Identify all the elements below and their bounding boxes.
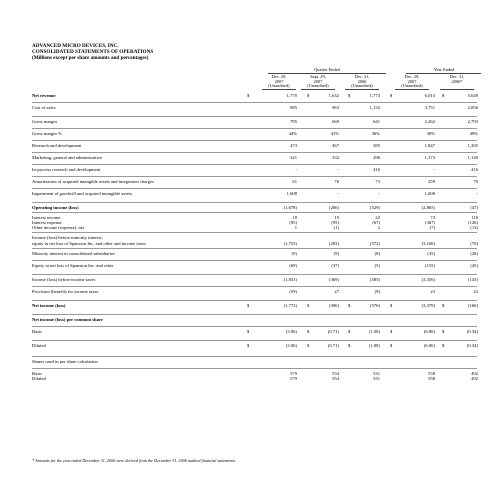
row-separator bbox=[32, 232, 477, 233]
value-cell: 23 bbox=[473, 288, 478, 294]
value-cell: (576) bbox=[370, 302, 380, 308]
value-cell: 554 bbox=[332, 375, 339, 381]
row-label: Gross margin bbox=[32, 119, 57, 124]
value-cell: (143) bbox=[468, 276, 478, 282]
value-cell: 531 bbox=[373, 375, 380, 381]
column-header-3-line-2: 2006 bbox=[357, 78, 367, 84]
statement-header bbox=[32, 43, 153, 62]
row-label: Interest income bbox=[32, 215, 61, 220]
value-cell: 259 bbox=[428, 179, 435, 184]
table-row bbox=[32, 143, 477, 155]
currency-symbol: $ bbox=[348, 328, 351, 334]
column-header-underline bbox=[345, 89, 379, 90]
row-separator bbox=[32, 188, 477, 189]
value-cell: 19 bbox=[334, 215, 339, 220]
value-cell: (0.34) bbox=[466, 342, 478, 348]
value-cell: (28) bbox=[470, 250, 478, 256]
table-row bbox=[32, 155, 477, 167]
value-cell: (95) bbox=[289, 220, 297, 226]
currency-symbol: $ bbox=[348, 302, 351, 308]
table-row bbox=[32, 303, 477, 317]
value-cell: 1,140 bbox=[467, 155, 478, 160]
value-cell: 332 bbox=[332, 155, 339, 160]
value-cell: 416 bbox=[373, 167, 380, 172]
currency-symbol: $ bbox=[390, 328, 393, 334]
row-label: Net income (loss) bbox=[32, 302, 66, 308]
value-cell: 1,847 bbox=[424, 143, 435, 148]
value-cell: (3,356) bbox=[421, 276, 435, 282]
value-cell: (0.34) bbox=[466, 328, 478, 334]
value-cell: 2,856 bbox=[467, 105, 478, 110]
row-label: Gross margin % bbox=[32, 131, 62, 136]
currency-symbol: $ bbox=[247, 342, 250, 348]
value-cell: 1,773 bbox=[369, 93, 380, 98]
value-cell: 296 bbox=[373, 155, 380, 160]
table-row bbox=[32, 241, 477, 251]
row-separator bbox=[32, 164, 477, 165]
value-cell: 963 bbox=[332, 105, 339, 110]
value-cell: (6.06) bbox=[423, 342, 435, 348]
table-row bbox=[32, 205, 477, 215]
column-header-4-line-3: (Unaudited) bbox=[401, 83, 423, 89]
table-row bbox=[32, 191, 477, 205]
value-cell: (95) bbox=[331, 220, 339, 226]
value-cell: (0.71) bbox=[327, 328, 339, 334]
value-cell: (3.06) bbox=[285, 342, 297, 348]
table-row bbox=[32, 263, 477, 277]
value-cell: 785 bbox=[290, 119, 297, 124]
table-row bbox=[32, 225, 477, 235]
row-label: Shares used in per share calculation bbox=[32, 358, 98, 364]
value-cell: (0.71) bbox=[327, 342, 339, 348]
statement-title: CONSOLIDATED STATEMENTS OF OPERATIONS bbox=[32, 49, 154, 56]
value-cell: 23 bbox=[430, 288, 435, 294]
value-cell: 492 bbox=[471, 375, 478, 381]
value-cell: (2,865) bbox=[421, 205, 435, 210]
value-cell: (396) bbox=[329, 302, 339, 308]
footnote: * Amounts for the year ended December 31, 2006 were derived from the December 31, 2006 audited financial statements. bbox=[32, 458, 237, 463]
column-header-1-line-1: Dec. 29, bbox=[271, 74, 287, 79]
row-label: equity in net loss of Spansion Inc. and other and income taxes bbox=[32, 240, 146, 246]
column-header-2-line-3: (Unaudited) bbox=[307, 83, 329, 89]
row-label: Net revenue bbox=[32, 93, 56, 98]
table-row bbox=[32, 167, 477, 179]
value-cell: (3,166) bbox=[421, 240, 435, 246]
value-cell: 1,608 bbox=[424, 191, 435, 196]
currency-symbol: $ bbox=[307, 302, 310, 308]
value-cell: (1,772) bbox=[283, 302, 297, 308]
value-cell: (572) bbox=[370, 240, 380, 246]
value-cell: 73 bbox=[375, 179, 380, 184]
row-separator bbox=[32, 356, 477, 357]
value-cell: 321 bbox=[290, 155, 297, 160]
row-separator bbox=[32, 128, 477, 129]
row-separator bbox=[32, 368, 477, 369]
value-cell: 2 bbox=[377, 225, 380, 231]
value-cell: 1,632 bbox=[328, 93, 339, 98]
value-cell: (37) bbox=[331, 262, 339, 268]
table-row bbox=[32, 131, 477, 143]
row-separator bbox=[32, 248, 477, 249]
currency-symbol: $ bbox=[348, 93, 351, 98]
table-row bbox=[32, 179, 477, 191]
value-cell: (69) bbox=[289, 262, 297, 268]
row-label: Operating income (loss) bbox=[32, 205, 79, 210]
currency-symbol: $ bbox=[390, 302, 393, 308]
value-cell: 76 bbox=[334, 179, 339, 184]
currency-symbol: $ bbox=[247, 302, 250, 308]
value-cell: (529) bbox=[370, 205, 380, 210]
row-separator bbox=[32, 286, 477, 287]
currency-symbol: $ bbox=[442, 93, 445, 98]
value-cell: 579 bbox=[290, 370, 297, 376]
value-cell: 1,205 bbox=[467, 143, 478, 148]
value-cell: (47) bbox=[470, 205, 478, 210]
value-cell: (5) bbox=[374, 262, 380, 268]
row-label: Amortization of acquired intangible assets and integration charges bbox=[32, 179, 154, 184]
value-cell: (166) bbox=[468, 302, 478, 308]
value-cell: 492 bbox=[471, 370, 478, 376]
table-row bbox=[32, 119, 477, 131]
value-cell: (1) bbox=[333, 225, 339, 231]
row-separator bbox=[32, 314, 477, 315]
row-separator bbox=[32, 116, 477, 117]
value-cell: 558 bbox=[428, 375, 435, 381]
value-cell: 49% bbox=[469, 131, 478, 136]
value-cell: 36% bbox=[371, 131, 380, 136]
currency-symbol: $ bbox=[307, 93, 310, 98]
value-cell: 1,373 bbox=[424, 155, 435, 160]
row-label: Cost of sales bbox=[32, 105, 56, 110]
value-cell: 22 bbox=[375, 215, 380, 220]
column-header-underline bbox=[262, 89, 296, 90]
value-cell: (7) bbox=[429, 225, 435, 231]
row-separator bbox=[32, 202, 477, 203]
column-header-1-line-3: (Unaudited) bbox=[268, 83, 290, 89]
value-cell: 558 bbox=[428, 370, 435, 376]
row-label: Income (loss) before income taxes bbox=[32, 276, 96, 282]
currency-symbol: $ bbox=[307, 342, 310, 348]
column-header-5-line-2: 2006* bbox=[451, 78, 463, 84]
value-cell: (3,379) bbox=[421, 302, 435, 308]
value-cell: 3,751 bbox=[424, 105, 435, 110]
currency-symbol: $ bbox=[442, 342, 445, 348]
value-cell: (1,753) bbox=[283, 240, 297, 246]
column-header-2-line-2: 2007 bbox=[313, 78, 323, 84]
value-cell: 38% bbox=[426, 131, 435, 136]
value-cell: (1.08) bbox=[368, 328, 380, 334]
row-label: Diluted bbox=[32, 375, 46, 381]
row-separator bbox=[32, 102, 477, 103]
currency-symbol: $ bbox=[390, 93, 393, 98]
row-label: Equity in net loss of Spansion Inc. and other bbox=[32, 262, 114, 268]
quarter-group-header: Quarter Ended bbox=[314, 67, 340, 72]
column-header-underline bbox=[440, 89, 474, 90]
row-label: Other income (expense), net bbox=[32, 225, 85, 231]
value-cell: (1,831) bbox=[283, 276, 297, 282]
value-cell: 73 bbox=[430, 215, 435, 220]
row-label: Basic bbox=[32, 328, 43, 334]
value-cell: 1,770 bbox=[286, 93, 297, 98]
value-cell: 27 bbox=[334, 288, 339, 294]
value-cell: (35) bbox=[427, 250, 435, 256]
value-cell: - bbox=[337, 167, 339, 172]
value-cell: (9) bbox=[333, 250, 339, 256]
value-cell: - bbox=[337, 191, 339, 196]
row-separator bbox=[32, 176, 477, 177]
currency-symbol: $ bbox=[307, 328, 310, 334]
row-label: Diluted bbox=[32, 342, 46, 348]
units-note: (Millions except per share amounts and percentages) bbox=[32, 55, 149, 62]
row-label: Basic bbox=[32, 370, 43, 376]
year-group-header: Year Ended bbox=[433, 67, 455, 72]
row-separator bbox=[32, 260, 477, 261]
value-cell: 79 bbox=[473, 179, 478, 184]
column-header-5-line-1: Dec. 31, bbox=[449, 74, 465, 79]
column-header-3-line-1: Dec. 31, bbox=[354, 74, 370, 79]
value-cell: 985 bbox=[290, 105, 297, 110]
value-cell: 1,608 bbox=[286, 191, 297, 196]
value-cell: 416 bbox=[471, 167, 478, 172]
table-row bbox=[32, 329, 477, 343]
value-cell: 18 bbox=[292, 215, 297, 220]
value-cell: (155) bbox=[425, 262, 435, 268]
row-separator bbox=[32, 326, 477, 327]
value-cell: - bbox=[295, 167, 297, 172]
row-label: Provision (benefit) for income taxes bbox=[32, 288, 99, 294]
value-cell: (8) bbox=[374, 250, 380, 256]
value-cell: 531 bbox=[373, 370, 380, 376]
row-separator bbox=[32, 152, 477, 153]
column-header-4-line-1: Dec. 29, bbox=[404, 74, 420, 79]
value-cell: 116 bbox=[471, 215, 478, 220]
row-separator bbox=[32, 274, 477, 275]
row-label: Minority interest in consolidated subsidiaries bbox=[32, 250, 115, 256]
value-cell: 41% bbox=[330, 131, 339, 136]
table-row bbox=[32, 105, 477, 119]
value-cell: 554 bbox=[332, 370, 339, 376]
value-cell: (369) bbox=[329, 276, 339, 282]
table-row bbox=[32, 93, 477, 105]
column-header-4-line-2: 2007 bbox=[407, 78, 417, 84]
value-cell: (45) bbox=[470, 262, 478, 268]
column-header-1-line-2: 2007 bbox=[274, 78, 284, 84]
company-name: ADVANCED MICRO DEVICES, INC. bbox=[32, 43, 119, 49]
value-cell: 467 bbox=[332, 143, 339, 148]
value-cell: (367) bbox=[425, 220, 435, 226]
value-cell: - bbox=[433, 167, 435, 172]
column-header-underline bbox=[395, 89, 429, 90]
currency-symbol: $ bbox=[442, 328, 445, 334]
value-cell: (67) bbox=[372, 220, 380, 226]
value-cell: 579 bbox=[290, 375, 297, 381]
column-header-underline bbox=[301, 89, 335, 90]
value-cell: 2,262 bbox=[424, 119, 435, 124]
value-cell: - bbox=[476, 191, 478, 196]
row-separator bbox=[32, 140, 477, 141]
table-row bbox=[32, 376, 477, 386]
value-cell: 641 bbox=[373, 119, 380, 124]
column-header-3-line-3: (Unaudited) bbox=[351, 83, 373, 89]
column-header-2-line-1: Sept. 29, bbox=[310, 74, 326, 79]
value-cell: (13) bbox=[470, 225, 478, 231]
value-cell: 5,649 bbox=[467, 93, 478, 98]
value-cell: 44% bbox=[288, 131, 297, 136]
table-row bbox=[32, 251, 477, 263]
value-cell: (585) bbox=[370, 276, 380, 282]
value-cell: (283) bbox=[329, 240, 339, 246]
row-separator bbox=[32, 340, 477, 341]
value-cell: 61 bbox=[292, 179, 297, 184]
value-cell: (70) bbox=[470, 240, 478, 246]
currency-symbol: $ bbox=[247, 93, 250, 98]
table-row bbox=[32, 359, 477, 371]
row-label: Interest expense bbox=[32, 220, 62, 226]
table-row bbox=[32, 289, 477, 303]
value-cell: 669 bbox=[332, 119, 339, 124]
currency-symbol: $ bbox=[247, 328, 250, 334]
currency-symbol: $ bbox=[348, 342, 351, 348]
row-label: Research and development bbox=[32, 143, 82, 148]
value-cell: 473 bbox=[290, 143, 297, 148]
value-cell: (206) bbox=[329, 205, 339, 210]
value-cell: 2,793 bbox=[467, 119, 478, 124]
value-cell: (6.06) bbox=[423, 328, 435, 334]
table-row bbox=[32, 343, 477, 359]
value-cell: (9) bbox=[291, 250, 297, 256]
row-label: Income (loss) before minority interest, bbox=[32, 235, 103, 241]
row-label: Marketing, general and administrative bbox=[32, 155, 103, 160]
value-cell: (126) bbox=[468, 220, 478, 226]
table-row bbox=[32, 277, 477, 289]
table-row bbox=[32, 317, 477, 329]
value-cell: (1.08) bbox=[368, 342, 380, 348]
currency-symbol: $ bbox=[442, 302, 445, 308]
value-cell: 1,132 bbox=[369, 105, 380, 110]
value-cell: (59) bbox=[289, 288, 297, 294]
value-cell: 1 bbox=[294, 225, 297, 231]
row-label: Net income (loss) per common share bbox=[32, 316, 103, 322]
value-cell: - bbox=[378, 191, 380, 196]
value-cell: (1,678) bbox=[283, 205, 297, 210]
value-cell: 6,013 bbox=[424, 93, 435, 98]
value-cell: (9) bbox=[374, 288, 380, 294]
row-separator bbox=[32, 212, 477, 213]
row-label: In-process research and development bbox=[32, 167, 101, 172]
value-cell: 385 bbox=[373, 143, 380, 148]
currency-symbol: $ bbox=[390, 342, 393, 348]
value-cell: (3.06) bbox=[285, 328, 297, 334]
row-label: Impairment of goodwill and acquired intangible assets bbox=[32, 191, 133, 196]
row-separator bbox=[32, 300, 477, 301]
